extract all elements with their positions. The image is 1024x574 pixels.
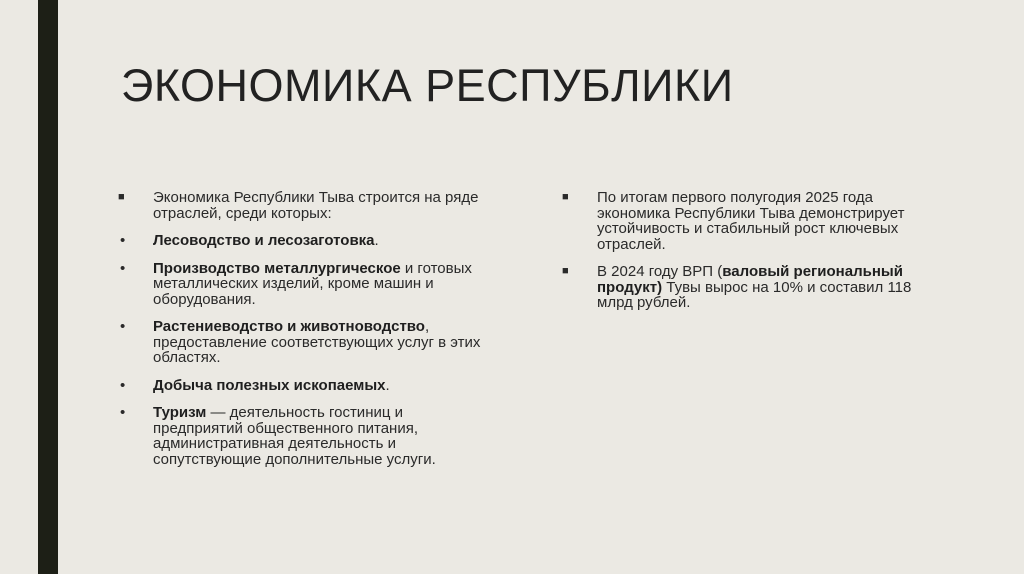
- item-text: .: [374, 232, 379, 249]
- dot-bullet-icon: •: [120, 376, 126, 394]
- paragraph-text: По итогам первого полугодия 2025 года экономика Республики Тыва демонстрирует устойчивость и стабильный рост ключевых отраслей.: [597, 189, 905, 253]
- slide-title: ЭКОНОМИКА РЕСПУБЛИКИ: [121, 60, 734, 111]
- square-bullet-icon: ■: [562, 265, 569, 277]
- item-text: , предоставление соответствующих услуг в этих областях.: [153, 318, 481, 366]
- item-text: — деятельность гостиниц и предприятий общественного питания, административная деятельность и сопутствующие дополнительные услуги.: [153, 404, 436, 468]
- item-bold-text: Туризм: [153, 404, 207, 421]
- paragraph-text-start: В 2024 году ВРП (: [597, 263, 723, 280]
- paragraph-text-end: Тувы вырос на 10% и составил 118 млрд рублей.: [597, 278, 912, 311]
- item-text: .: [385, 376, 390, 394]
- dot-bullet-icon: •: [120, 318, 126, 335]
- list-item-forestry: [116, 233, 496, 249]
- dot-bullet-icon: •: [120, 259, 126, 277]
- intro-paragraph: [116, 190, 496, 221]
- list-item-agriculture: [116, 319, 496, 366]
- left-column: [116, 190, 496, 479]
- list-item-mining: [116, 378, 496, 394]
- dot-bullet-icon: •: [120, 404, 126, 421]
- item-text: и готовых металлических изделий, кроме машин и оборудования.: [153, 259, 472, 308]
- item-bold-text: Растениеводство и животноводство: [153, 318, 425, 335]
- dot-bullet-icon: •: [120, 232, 126, 249]
- item-bold-text: Добыча полезных ископаемых: [153, 376, 386, 394]
- accent-bar: [38, 0, 58, 574]
- paragraph-bold-text: валовый региональный продукт): [597, 263, 903, 296]
- paragraph-first-half-2025: [560, 190, 940, 252]
- right-column: [560, 190, 940, 323]
- paragraph-grp-2024: [560, 264, 940, 311]
- list-item-tourism: [116, 405, 496, 467]
- square-bullet-icon: ■: [118, 191, 125, 203]
- intro-text: Экономика Республики Тыва строится на ряде отраслей, среди которых:: [153, 189, 479, 222]
- list-item-metallurgy: [116, 261, 496, 308]
- item-bold-text: Производство металлургическое: [153, 259, 401, 277]
- square-bullet-icon: ■: [562, 191, 569, 203]
- item-bold-text: Лесоводство и лесозаготовка: [153, 232, 375, 249]
